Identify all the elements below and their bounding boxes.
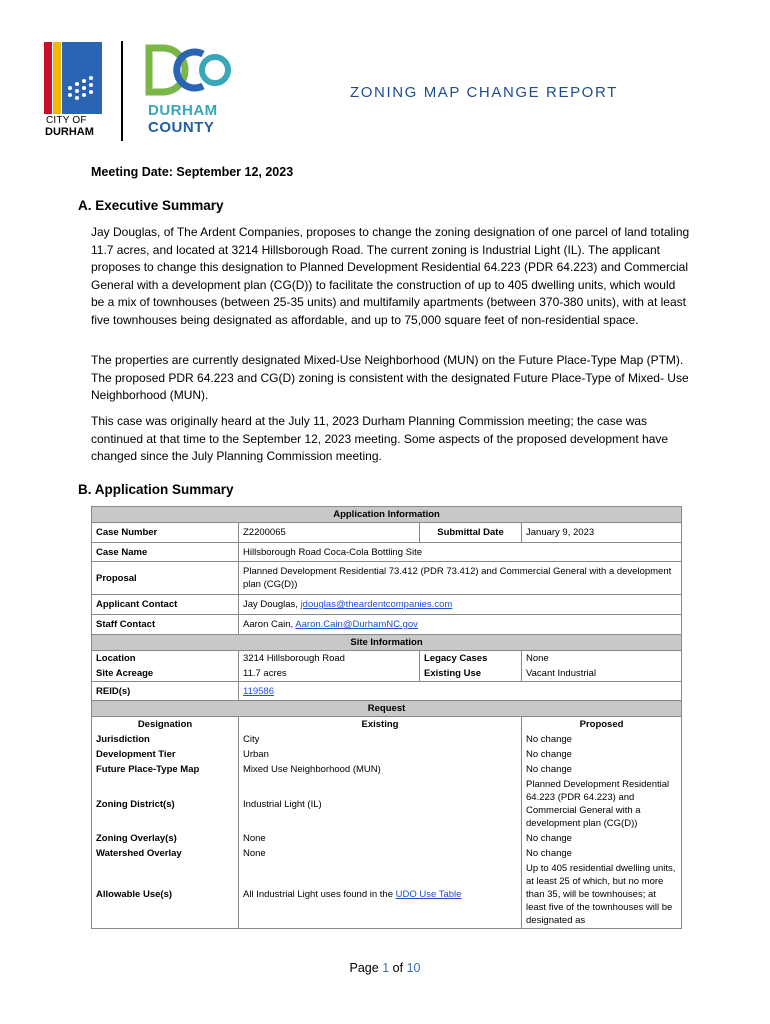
case-number-label: Case Number [92,523,239,543]
existing-use-value: Vacant Industrial [522,666,682,682]
request-row-proposed: No change [522,747,682,762]
table-row [92,762,682,777]
request-row-existing: None [239,846,522,861]
table-row [92,831,682,846]
request-row-label: Development Tier [92,747,239,762]
location-label: Location [92,651,239,667]
table-row [92,777,682,831]
legacy-cases-label: Legacy Cases [420,651,522,667]
proposal-label: Proposal [92,562,239,595]
table-row [92,861,682,929]
reid-label: REID(s) [92,682,239,701]
section-b-heading: B. Application Summary [78,482,234,497]
applicant-contact-value [239,595,682,615]
table-row [92,562,682,595]
request-row-existing: City [239,732,522,747]
staff-contact-label: Staff Contact [92,615,239,635]
request-row-label: Zoning Overlay(s) [92,831,239,846]
city-logo-text-line2: DURHAM [45,126,94,138]
request-row-existing: Urban [239,747,522,762]
udo-use-table-link[interactable]: UDO Use Table [395,889,462,900]
city-logo-text-line1: CITY OF [46,115,87,126]
table-row [92,615,682,635]
table-row [92,651,682,667]
request-row-existing: None [239,831,522,846]
logo-divider [121,41,123,141]
submittal-date-value: January 9, 2023 [522,523,682,543]
executive-summary-paragraph-2: The properties are currently designated Mixed-Use Neighborhood (MUN) on the Future Place-Type Map (PTM). The proposed PDR 64.223 and CG(D) zoning is consistent with the designated Future Place-Type of Mixed- Use Neighborhood (MUN). [91,353,689,403]
of-word: of [392,961,404,975]
request-row-label: Watershed Overlay [92,846,239,861]
table-row [92,747,682,762]
request-row-proposed: No change [522,762,682,777]
staff-email-link[interactable]: Aaron.Cain@DurhamNC.gov [295,619,418,630]
allowable-uses-proposed: Up to 405 residential dwelling units, at least 25 of which, but no more than 35, will be townhouses; at least five of the townhouses will be designated as [522,861,682,929]
designation-column-header: Designation [92,717,239,733]
request-row-proposed: No change [522,831,682,846]
existing-column-header: Existing [239,717,522,733]
table-row [92,732,682,747]
table-row [92,846,682,861]
executive-summary-paragraph-1: Jay Douglas, of The Ardent Companies, proposes to change the zoning designation of one parcel of land totaling 11.7 acres, and located at 3214 Hillsborough Road. The current zoning is Industrial Light (IL). The applicant proposes to change this designation to Planned Development Residential 64.223 (PDR 64.223) and Commercial General with a development plan (CG(D)) to facilitate the construction of up to 405 dwelling units, which would be a mix of townhouses (between 25-35 units) and multifamily apartments (between 370-380 units), with at least five townhouses being designated as affordable, and up to 75,000 square feet of non-residential space. [91,225,690,327]
table-row [92,543,682,562]
legacy-cases-value: None [522,651,682,667]
request-row-label: Zoning District(s) [92,777,239,831]
applicant-contact-label: Applicant Contact [92,595,239,615]
county-logo-text-line2: COUNTY [148,119,215,136]
submittal-date-label: Submittal Date [420,523,522,543]
location-value: 3214 Hillsborough Road [239,651,420,667]
executive-summary-paragraph-3: This case was originally heard at the July 11, 2023 Durham Planning Commission meeting; the case was continued at that time to the September 12, 2023 meeting. Some aspects of the proposed development have changed since the July Planning Commission meeting. [91,414,669,464]
section-a-heading: A. Executive Summary [78,198,224,213]
current-page-number: 1 [382,961,390,975]
durham-county-logo [145,44,235,139]
application-information-header: Application Information [92,507,682,523]
proposal-value: Planned Development Residential 73.412 (PDR 73.412) and Commercial General with a development plan (CG(D)) [239,562,682,595]
case-number-value: Z2200065 [239,523,420,543]
case-name-value: Hillsborough Road Coca-Cola Bottling Site [239,543,682,562]
application-summary-table [91,506,682,929]
allowable-uses-existing [239,861,522,929]
staff-name: Aaron Cain, [243,619,296,630]
staff-contact-value [239,615,682,635]
existing-use-label: Existing Use [420,666,522,682]
case-name-label: Case Name [92,543,239,562]
table-row [92,682,682,701]
allowable-uses-label: Allowable Use(s) [92,861,239,929]
request-row-existing: Industrial Light (IL) [239,777,522,831]
reid-link[interactable]: 119586 [243,685,274,697]
applicant-name: Jay Douglas, [243,599,301,610]
request-header: Request [92,701,682,717]
table-row [92,523,682,543]
request-row-label: Future Place-Type Map [92,762,239,777]
page-footer [0,961,770,975]
total-pages: 10 [406,961,421,975]
site-acreage-value: 11.7 acres [239,666,420,682]
request-row-label: Jurisdiction [92,732,239,747]
page-word: Page [349,961,379,975]
site-information-header: Site Information [92,635,682,651]
report-title: ZONING MAP CHANGE REPORT [350,84,618,101]
request-column-headers [92,717,682,733]
table-row [92,666,682,682]
request-row-proposed: No change [522,732,682,747]
site-acreage-label: Site Acreage [92,666,239,682]
request-row-proposed: Planned Development Residential 64.223 (PDR 64.223) and Commercial General with a development plan (CG(D)) [522,777,682,831]
meeting-date: Meeting Date: September 12, 2023 [91,165,294,179]
dco-mark-icon [145,44,235,96]
applicant-email-link[interactable]: jdouglas@theardentcompanies.com [300,599,453,610]
request-row-proposed: No change [522,846,682,861]
table-row [92,595,682,615]
county-logo-text-line1: DURHAM [148,102,218,119]
proposed-column-header: Proposed [522,717,682,733]
allowable-uses-existing-text: All Industrial Light uses found in the [243,889,396,900]
city-of-durham-logo [44,42,102,140]
request-row-existing: Mixed Use Neighborhood (MUN) [239,762,522,777]
reid-value [239,682,682,701]
